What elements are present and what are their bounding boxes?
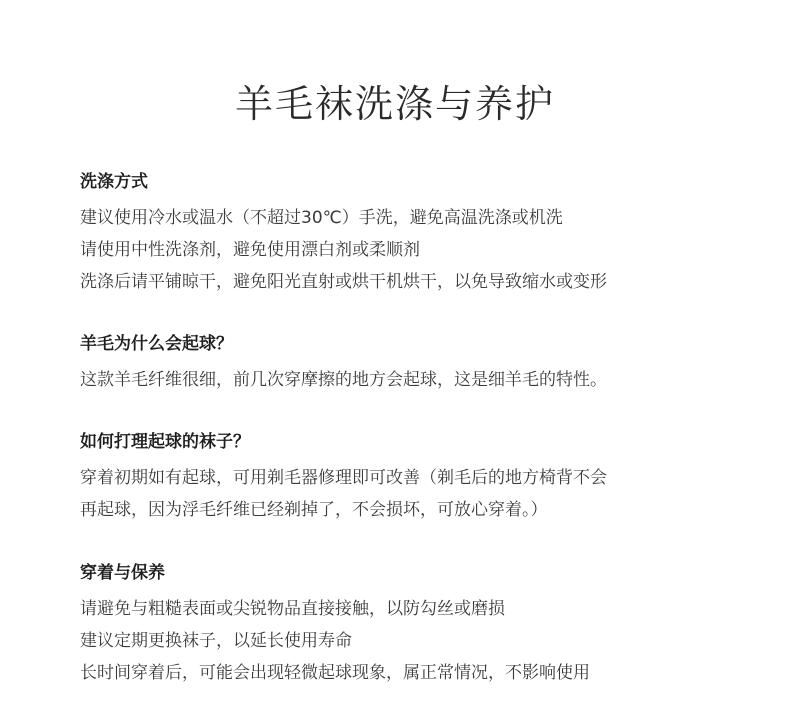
text-line: 建议定期更换袜子，以延长使用寿命 <box>80 631 352 651</box>
section-body <box>80 202 760 298</box>
section-heading: 羊毛为什么会起球？ <box>80 334 233 354</box>
text-line: 穿着初期如有起球，可用剃毛器修理即可改善（剃毛后的地方椅背不会 <box>80 468 607 488</box>
section-body <box>80 593 760 689</box>
section-pilling-care <box>80 430 760 526</box>
text-line: 请使用中性洗涤剂，避免使用漂白剂或柔顺剂 <box>80 240 420 260</box>
section-heading: 穿着与保养 <box>80 563 165 583</box>
section-heading: 洗涤方式 <box>80 172 148 192</box>
text-line: 洗涤后请平铺晾干，避免阳光直射或烘干机烘干，以免导致缩水或变形 <box>80 272 607 292</box>
text-line: 再起球，因为浮毛纤维已经剃掉了，不会损坏，可放心穿着。） <box>80 500 548 520</box>
text-line: 建议使用冷水或温水（不超过30℃）手洗，避免高温洗涤或机洗 <box>80 208 563 228</box>
page-title: 羊毛袜洗涤与养护 <box>234 82 555 126</box>
text-line: 请避免与粗糙表面或尖锐物品直接接触，以防勾丝或磨损 <box>80 599 505 619</box>
text-line: 长时间穿着后，可能会出现轻微起球现象，属正常情况，不影响使用 <box>80 663 590 683</box>
section-why-pilling <box>80 332 760 396</box>
section-heading: 如何打理起球的袜子？ <box>80 432 250 452</box>
section-body <box>80 364 760 396</box>
section-body <box>80 462 760 526</box>
text-line: 这款羊毛纤维很细，前几次穿摩擦的地方会起球，这是细羊毛的特性。 <box>80 370 607 390</box>
section-wear-and-care <box>80 561 760 689</box>
section-washing-method <box>80 170 760 298</box>
